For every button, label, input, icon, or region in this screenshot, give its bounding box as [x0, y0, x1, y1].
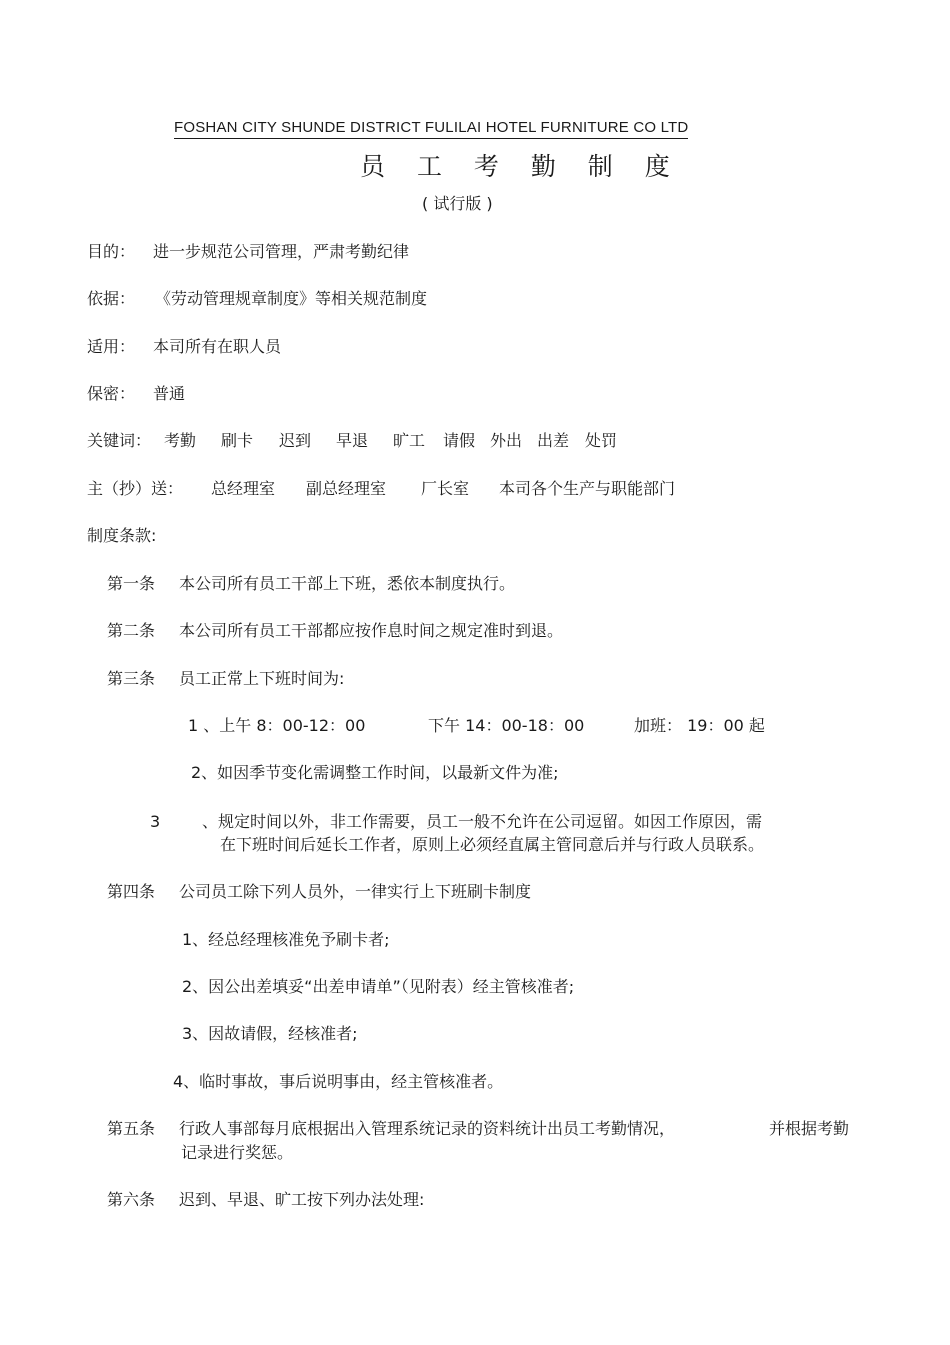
clause-3-item-1: [188, 715, 765, 737]
clause-text: 员工正常上下班时间为:: [179, 669, 345, 688]
basis-row: [87, 288, 427, 310]
keywords-label: 关键词：: [87, 431, 152, 450]
work-hours-overtime: 加班： 19：00 起: [634, 716, 765, 735]
scope-row: [87, 336, 281, 358]
clause-3-item-3-line-1: 、规定时间以外，非工作需要，员工一般不允许在公司逗留。如因工作原因，需: [202, 812, 763, 831]
clause-4-item-1: 1、经总经理核准免予刷卡者;: [182, 930, 390, 949]
clause-4-item-3: 3、因故请假，经核准者;: [182, 1024, 358, 1043]
document-title: 员 工 考 勤 制 度: [360, 152, 682, 181]
clause-number: 第一条: [107, 574, 156, 593]
clause-3: [107, 668, 344, 690]
scope-value: 本司所有在职人员: [153, 337, 282, 356]
clause-4: [107, 881, 531, 903]
keywords-row: [87, 430, 618, 452]
keyword: 迟到: [279, 431, 312, 450]
clause-number: 第六条: [107, 1190, 156, 1209]
clause-5: [107, 1118, 675, 1140]
clause-2: [107, 620, 563, 642]
keyword: 旷工: [393, 431, 426, 450]
keyword: 出差: [537, 431, 570, 450]
purpose-label: 目的：: [87, 242, 136, 261]
clause-3-item-3-line-2: 在下班时间后延长工作者，原则上必须经直属主管同意后并与行政人员联系。: [220, 835, 765, 854]
clauses-heading: 制度条款:: [87, 526, 157, 545]
keyword: 早退: [336, 431, 369, 450]
clause-text: 迟到、早退、旷工按下列办法处理:: [179, 1190, 425, 1209]
recipient: 本司各个生产与职能部门: [499, 479, 676, 498]
purpose-row: [87, 241, 409, 263]
secrecy-row: [87, 383, 185, 405]
document-subtitle: ( 试行版 ): [422, 194, 493, 213]
keyword: 外出: [490, 431, 523, 450]
secrecy-label: 保密：: [87, 384, 136, 403]
recipient: 厂长室: [421, 479, 470, 498]
scope-label: 适用：: [87, 337, 136, 356]
clause-number: 第五条: [107, 1119, 156, 1138]
clause-5-line-2: 记录进行奖惩。: [181, 1143, 294, 1162]
company-name: FOSHAN CITY SHUNDE DISTRICT FULILAI HOTEL FURNITURE CO LTD: [174, 119, 688, 139]
clause-5-text-end: 并根据考勤: [769, 1119, 850, 1138]
clause-3-item-3-number: 3: [150, 812, 161, 831]
clause-number: 第三条: [107, 669, 156, 688]
purpose-value: 进一步规范公司管理，严肃考勤纪律: [153, 242, 410, 261]
keyword: 刷卡: [221, 431, 254, 450]
clause-text: 本公司所有员工干部上下班，悉依本制度执行。: [179, 574, 516, 593]
secrecy-value: 普通: [153, 384, 186, 403]
basis-value: 《劳动管理规章制度》等相关规范制度: [155, 289, 428, 308]
clause-text: 公司员工除下列人员外，一律实行上下班刷卡制度: [179, 882, 532, 901]
clause-text: 行政人事部每月底根据出入管理系统记录的资料统计出员工考勤情况，: [179, 1119, 676, 1138]
clause-4-item-2: 2、因公出差填妥“出差申请单”（见附表）经主管核准者;: [182, 977, 575, 996]
clause-number: 第四条: [107, 882, 156, 901]
clause-4-item-4: 4、临时事故，事后说明事由，经主管核准者。: [173, 1072, 504, 1091]
recipients-row: [87, 478, 676, 500]
clause-1: [107, 573, 515, 595]
work-hours-morning: 1 、上午 8：00-12：00: [188, 716, 366, 735]
clause-number: 第二条: [107, 621, 156, 640]
keyword: 处罚: [585, 431, 618, 450]
basis-label: 依据：: [87, 289, 136, 308]
keyword: 请假: [443, 431, 476, 450]
recipient: 总经理室: [211, 479, 276, 498]
work-hours-afternoon: 下午 14：00-18：00: [428, 716, 585, 735]
clause-3-item-2: 2、如因季节变化需调整工作时间，以最新文件为准;: [191, 763, 559, 782]
recipient: 副总经理室: [306, 479, 387, 498]
recipients-label: 主（抄）送：: [87, 479, 184, 498]
keyword: 考勤: [164, 431, 197, 450]
clause-text: 本公司所有员工干部都应按作息时间之规定准时到退。: [179, 621, 564, 640]
clause-6: [107, 1189, 424, 1211]
